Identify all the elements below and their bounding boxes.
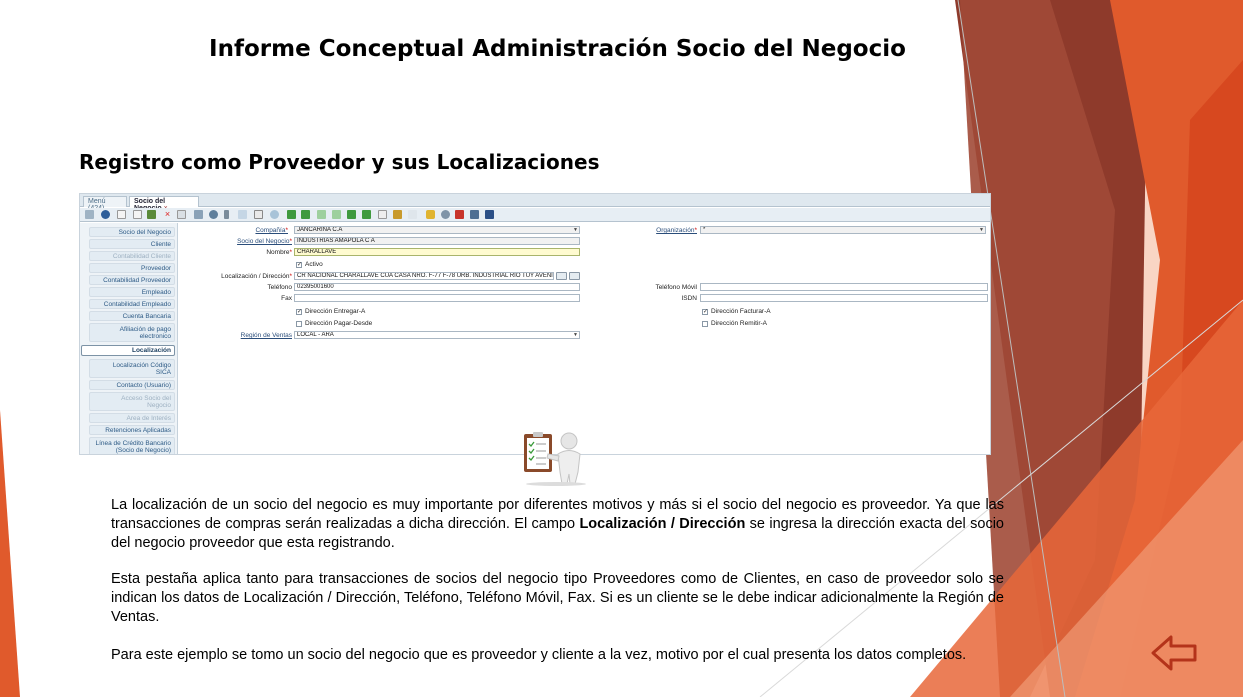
sidebar-item-label: Acceso Socio del Negocio xyxy=(121,394,171,409)
paragraph-3: Para este ejemplo se tomo un socio del negocio que es proveedor y cliente a la vez, motivo por el cual presenta los datos completos. xyxy=(111,647,967,663)
sidebar-item-proveedor[interactable] xyxy=(89,263,175,273)
chevron-down-icon[interactable]: ▼ xyxy=(573,227,578,233)
telefono-field[interactable] xyxy=(294,283,580,291)
telefono-value: 02395001600 xyxy=(297,284,334,290)
sidebar-item-socio-del-negocio[interactable] xyxy=(89,227,175,237)
sidebar-item-label: Retenciones Aplicadas xyxy=(105,426,171,434)
region-ventas-value: LOCAL - ARA xyxy=(297,332,334,338)
paragraph-1-bold: Localización / Dirección xyxy=(579,516,746,532)
sidebar-item-localizacion-codigo-sica[interactable] xyxy=(89,359,175,378)
required-mark: * xyxy=(289,249,292,256)
figure-body xyxy=(558,451,580,485)
required-mark: * xyxy=(289,273,292,280)
clipboard-figure-illustration xyxy=(516,430,592,486)
sidebar-item-label: Area de Interés xyxy=(126,414,171,422)
toolbar xyxy=(80,208,990,222)
sidebar-item-label: Cuenta Bancaria xyxy=(122,312,171,320)
isdn-field[interactable] xyxy=(700,294,988,302)
direccion-entregar-checkbox[interactable] xyxy=(296,308,365,315)
telefono-movil-field[interactable] xyxy=(700,283,988,291)
previous-record-icon[interactable] xyxy=(301,210,310,219)
checkbox-empty-icon[interactable] xyxy=(296,321,302,327)
sidebar-item-localizacion[interactable] xyxy=(81,345,175,356)
telefono-label: Teléfono xyxy=(267,284,292,291)
telefono-movil-label: Teléfono Móvil xyxy=(655,284,697,291)
isdn-label: ISDN xyxy=(681,295,697,302)
app-screenshot xyxy=(79,193,991,455)
location-lookup-icon[interactable] xyxy=(556,272,567,280)
sidebar-item-label: Cliente xyxy=(150,240,171,248)
paragraph-1 xyxy=(111,496,1004,553)
copy-record-icon[interactable] xyxy=(133,210,142,219)
zoom-icon[interactable] xyxy=(441,210,450,219)
compania-value: JANCARINA C.A xyxy=(297,227,343,233)
sidebar-item-label: Línea de Crédito Bancario (Socio de Negocio) xyxy=(95,439,171,454)
localizacion-label-text: Localización / Dirección xyxy=(221,273,290,280)
archive-icon[interactable] xyxy=(393,210,402,219)
activo-checkbox[interactable] xyxy=(296,261,323,268)
parent-record-icon[interactable] xyxy=(347,210,356,219)
help-icon[interactable] xyxy=(101,210,110,219)
socio-value: INDUSTRIAS AMAPOLA C A xyxy=(297,238,375,244)
new-record-icon[interactable] xyxy=(117,210,126,219)
direccion-pagar-checkbox[interactable] xyxy=(296,320,372,327)
socio-del-negocio-field[interactable] xyxy=(294,237,580,245)
last-record-icon[interactable] xyxy=(332,210,341,219)
direccion-entregar-label: Dirección Entregar-A xyxy=(305,308,366,315)
organizacion-value: * xyxy=(703,227,706,233)
sidebar-item-area-de-interes[interactable] xyxy=(89,413,175,423)
compania-label xyxy=(220,227,288,234)
tab-menu[interactable] xyxy=(83,196,127,207)
sidebar-item-retenciones-aplicadas[interactable] xyxy=(89,425,175,435)
sidebar-item-label: Afiliación de pago electronico xyxy=(119,325,171,340)
sidebar-item-afiliacion-pago[interactable] xyxy=(89,323,175,342)
required-mark: * xyxy=(694,227,697,234)
socio-label-text: Socio del Negocio xyxy=(237,238,290,245)
sidebar-item-label: Socio del Negocio xyxy=(118,228,171,236)
compania-field[interactable] xyxy=(294,226,580,234)
detail-record-icon[interactable] xyxy=(362,210,371,219)
back-arrow-icon[interactable] xyxy=(1151,634,1199,672)
delete-icon[interactable]: × xyxy=(164,209,171,219)
sidebar-item-contabilidad-empleado[interactable] xyxy=(89,299,175,309)
chevron-down-icon[interactable]: ▼ xyxy=(979,227,984,233)
sidebar xyxy=(80,223,178,455)
print-preview-icon[interactable] xyxy=(408,210,417,219)
region-ventas-label: Región de Ventas xyxy=(240,332,292,339)
grid-toggle-icon[interactable] xyxy=(254,210,263,219)
sidebar-item-contabilidad-cliente[interactable] xyxy=(89,251,175,261)
sidebar-item-label: Contacto (Usuario) xyxy=(116,381,171,389)
checkbox-check-icon[interactable]: ✓ xyxy=(703,308,709,315)
next-record-icon[interactable] xyxy=(317,210,326,219)
attachment-icon[interactable] xyxy=(224,210,229,219)
activo-label: Activo xyxy=(305,261,323,268)
sidebar-item-label: Localización Código SICA xyxy=(112,361,171,376)
report-icon[interactable] xyxy=(378,210,387,219)
sidebar-item-empleado[interactable] xyxy=(89,287,175,297)
checkbox-check-icon[interactable]: ✓ xyxy=(297,308,303,315)
history-icon[interactable] xyxy=(270,210,279,219)
direccion-pagar-label: Dirección Pagar-Desde xyxy=(305,320,373,327)
process-icon[interactable] xyxy=(470,210,479,219)
sidebar-item-contabilidad-proveedor[interactable] xyxy=(89,275,175,285)
chat-icon[interactable] xyxy=(238,210,247,219)
localizacion-field[interactable] xyxy=(294,272,554,280)
sidebar-item-linea-credito-bancario[interactable] xyxy=(89,437,175,455)
refresh-icon[interactable] xyxy=(194,210,203,219)
save-icon[interactable] xyxy=(147,210,156,219)
location-map-icon[interactable] xyxy=(569,272,580,280)
direccion-remitir-checkbox[interactable] xyxy=(702,320,767,327)
sidebar-item-contacto-usuario[interactable] xyxy=(89,380,175,390)
nombre-label xyxy=(220,249,292,256)
direccion-remitir-label: Dirección Remitir-A xyxy=(711,320,767,327)
fax-field[interactable] xyxy=(294,294,580,302)
sidebar-item-label: Contabilidad Proveedor xyxy=(103,276,171,284)
localizacion-value: CR NACIONAL CHARALLAVE CUA CASA NRO. F-77 F-78 URB. INDUSTRIAL RIO TUY AVENI xyxy=(297,273,553,279)
nombre-field[interactable] xyxy=(294,248,580,256)
clipboard-clip xyxy=(533,432,543,437)
sidebar-item-label: Empleado xyxy=(141,288,171,296)
slide-title: Informe Conceptual Administración Socio del Negocio xyxy=(209,36,906,62)
paragraph-1-after: se ingresa la dirección exacta del socio del negocio proveedor que esta registrando. xyxy=(111,516,1004,551)
paragraph-2: Esta pestaña aplica tanto para transacciones de socios del negocio tipo Proveedores como de Clientes, en caso de proveedor solo se indican los datos de Localización / Dirección, Teléfono, Teléfono Móvil, Fax. Si es un cliente se le debe indicar adicionalmente la Región de Ventas. xyxy=(111,571,1004,625)
checkbox-empty-icon[interactable] xyxy=(702,321,708,327)
figure-head xyxy=(561,433,577,449)
search-icon[interactable] xyxy=(209,210,218,219)
organizacion-field[interactable] xyxy=(700,226,986,234)
sidebar-item-label: Localización xyxy=(131,347,171,354)
compania-label-text: Compañía xyxy=(255,227,286,234)
first-record-icon[interactable] xyxy=(287,210,296,219)
print-icon[interactable] xyxy=(177,210,186,219)
undo-icon[interactable] xyxy=(85,210,94,219)
required-mark: * xyxy=(285,227,288,234)
sidebar-item-acceso-socio[interactable] xyxy=(89,392,175,411)
sidebar-item-label: Contabilidad Cliente xyxy=(112,252,171,260)
sidebar-item-cuenta-bancaria[interactable] xyxy=(89,311,175,321)
direccion-facturar-checkbox[interactable] xyxy=(702,308,771,315)
sidebar-item-cliente[interactable] xyxy=(89,239,175,249)
checkbox-check-icon[interactable]: ✓ xyxy=(297,261,303,268)
tab-socio-del-negocio[interactable] xyxy=(129,196,199,207)
workflow-icon[interactable] xyxy=(455,210,464,219)
tab-menu-label: Menú xyxy=(88,198,106,205)
region-ventas-field[interactable] xyxy=(294,331,580,339)
paragraph-1-before: La localización de un socio del negocio es muy importante por diferentes motivos y más si el socio del negocio es proveedor. Ya que las transacciones de compras serán realizadas a dicha dirección. El campo xyxy=(111,497,1004,532)
nombre-label-text: Nombre xyxy=(266,249,290,256)
background-shape-left-orange xyxy=(0,410,20,697)
organizacion-label-text: Organización xyxy=(656,227,695,234)
sidebar-item-label: Contabilidad Empleado xyxy=(103,300,171,308)
figure-shadow xyxy=(526,482,586,486)
sidebar-item-label: Proveedor xyxy=(141,264,171,272)
localizacion-label xyxy=(205,273,292,280)
tab-bar xyxy=(80,194,990,207)
slide-subtitle: Registro como Proveedor y sus Localizaciones xyxy=(79,150,600,174)
lock-icon[interactable] xyxy=(426,210,435,219)
organizacion-label xyxy=(625,227,697,234)
chevron-down-icon[interactable]: ▼ xyxy=(573,332,578,338)
nombre-value: CHARALLAVE xyxy=(297,249,337,255)
socio-del-negocio-label xyxy=(220,238,292,245)
tab-socio-label: Socio del xyxy=(134,198,166,205)
required-mark: * xyxy=(289,238,292,245)
direccion-facturar-label: Dirección Facturar-A xyxy=(711,308,771,315)
fax-label: Fax xyxy=(281,295,292,302)
end-icon[interactable] xyxy=(485,210,494,219)
